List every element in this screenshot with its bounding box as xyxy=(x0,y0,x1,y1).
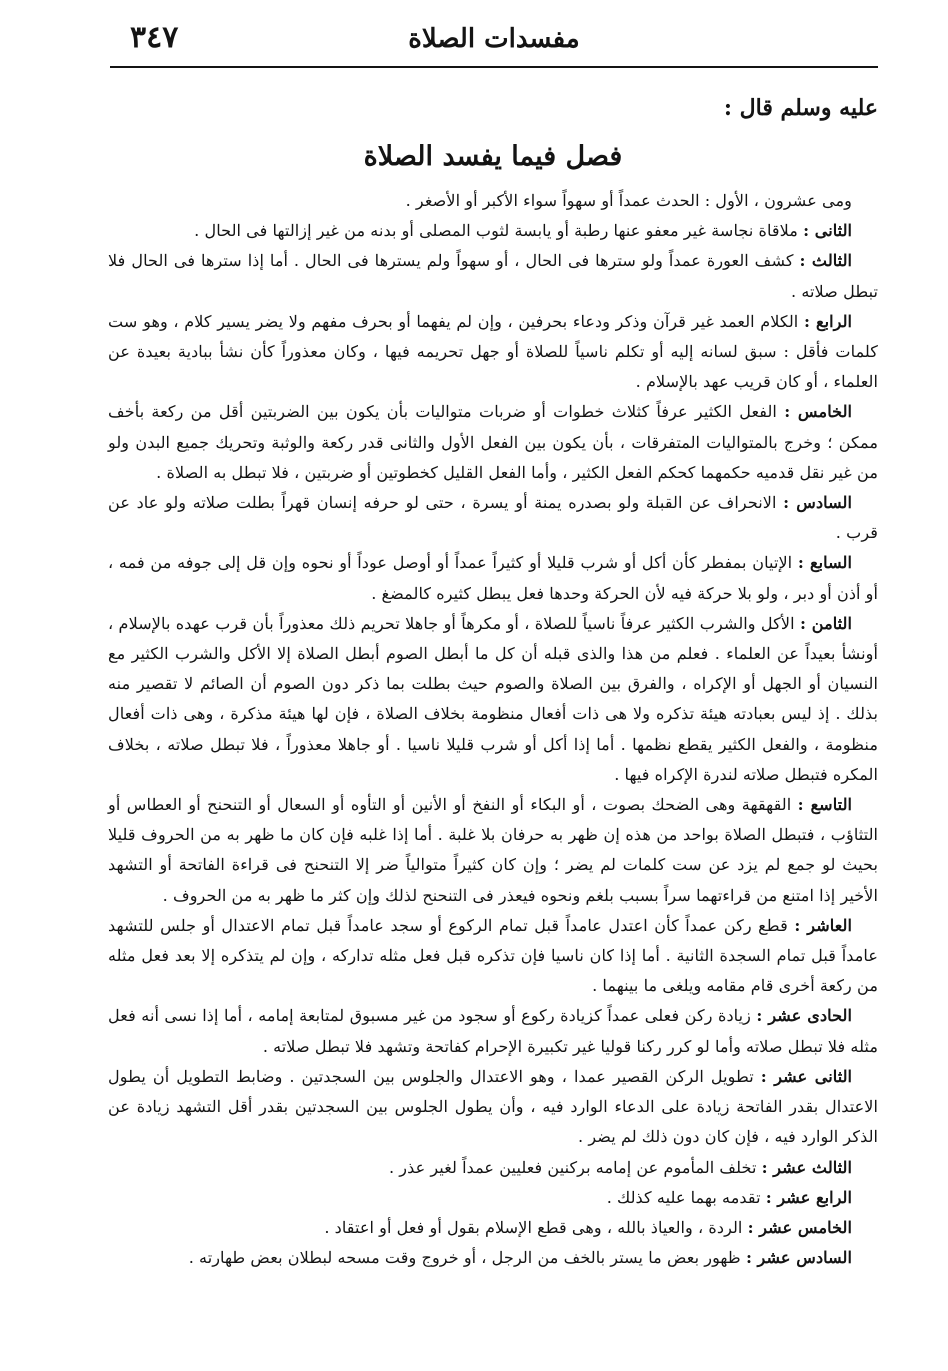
paragraph-text: الكلام العمد غير قرآن وذكر ودعاء بحرفين ، وإن لم يفهما أو بحرف مفهم ولا يضر يسير كلام ، وهو ست كلمات فأقل : سبق لسانه إليه أو تكلم ناسياً للصلاة أو جهل تحريمه فيها ، وكان معذوراً كأن نشأ ببادية بعيدة عن العلماء ، أو كان قريب عهد بالإسلام . xyxy=(108,311,878,392)
paragraph-label: الخامس عشر : xyxy=(747,1217,852,1237)
paragraph xyxy=(108,1062,878,1153)
paragraph-label: السادس عشر : xyxy=(745,1248,852,1268)
page-body xyxy=(108,88,878,1273)
paragraph-text: زيادة ركن فعلى عمداً كزيادة ركوع أو سجود من غير مسبوق لمتابعة إمامه ، أما إذا نسى أنه فعل مثله فلا تبطل صلاته وأما لو كرر ركنا قوليا غير تكبيرة الإحرام كفاتحة وتشهد فلا تبطل صلاته . xyxy=(108,1006,878,1056)
paragraph-text: ظهور بعض ما يستر بالخف من الرجل ، أو خروج وقت مسحه لبطلان بعض طهارته . xyxy=(188,1248,741,1268)
paragraph-text: قطع ركن عمداً كأن اعتدل عامداً قبل تمام الركوع أو سجد عامداً قبل تمام الاعتدال أو جلس للتشهد عامداً قبل تمام السجدة الثانية . أما إذا كان ناسيا فإن تذكره قبل فعل مثله تداركه ، وإن لم يتذكره إلا بعد فعل مثله من ركعة أخرى قام مقامه ويلغى ما بينهما . xyxy=(108,915,878,996)
paragraph xyxy=(108,488,878,548)
paragraph-label: السابع : xyxy=(797,553,852,573)
paragraph-label: الثامن : xyxy=(799,613,852,633)
paragraph xyxy=(108,186,878,216)
paragraph-label: الثالث عشر : xyxy=(761,1157,852,1177)
running-title: مفسدات الصلاة xyxy=(408,24,580,54)
paragraph-text: ملاقاة نجاسة غير معفو عنها رطبة أو يابسة لثوب المصلى أو بدنه من غير إزالتها فى الحال . xyxy=(194,221,798,241)
paragraph-text: القهقهة وهى الضحك بصوت ، أو البكاء أو النفخ أو الأنين أو التأوه أو السعال أو التنحنح أو العطاس أو التثاؤب ، فتبطل الصلاة بواحد من هذه إن ظهر به حرفان بلا غلبة . أما إذا غلبه فإن كان ما ظهر به من الحروف قليلا بحيث لو جمع لم يزد عن ست كلمات لم يضر ؛ وإن كان كثيراً متوالياً ضر إلا التنحنح فى قراءة الفاتحة أو التشهد الأخير إذا امتنع من قراءتهما سراً بسبب بلغم ونحوه فيعذر فى التنحنح لذلك وإن كثر ما ظهر به من الحروف . xyxy=(108,795,878,905)
paragraph-text: تخلف المأموم عن إمامه بركنين فعليين عمداً لغير عذر . xyxy=(388,1157,757,1177)
paragraph-text: الإتيان بمفطر كأن أكل أو شرب قليلا أو كثيراً عمداً أو أوصل عوداً أو نحوه وإن قل إلى جوفه من فمه ، أو أذن أو دبر ، ولو بلا حركة فيه لأن الحركة وحدها فعل يبطل كثيره كالمضغ . xyxy=(108,553,878,603)
paragraph-list xyxy=(108,186,878,1273)
paragraph xyxy=(108,216,878,246)
paragraph-label: الثانى عشر : xyxy=(760,1066,853,1086)
page-header xyxy=(110,14,878,64)
paragraph-label: الخامس : xyxy=(784,402,853,422)
paragraph xyxy=(108,790,878,911)
paragraph-text: الأكل والشرب الكثير عرفاً ناسياً للصلاة ، أو مكرهاً أو جاهلا تحريم ذلك معذوراً بأن قرب عهده بالإسلام ، أونشأ بعيداً عن العلماء . فعلم من هذا والذى قبله أن كل ما أبطل الصوم أبطل الصلاة إلا الأكل والشرب الكثير مع النسيان أو الجهل أو الإكراه ، والفرق بين الصلاة والصوم حيث بطلت بما ذكر دون الصوم أن الصائم لا تقصير منه بذلك . إذ ليس بعبادته هيئة تذكره ولا هى ذات أفعال منظومة بخلاف الصلاة ، فإن لها هيئة مذكرة ، وهى ذات أفعال منظومة ، والفعل الكثير يقطع نظمها . أما إذا أكل أو شرب قليلا ناسيا . أو جاهلا معذوراً ، فلا تبطل صلاته ، بخلاف المكره فتبطل صلاته لندرة الإكراه فيها . xyxy=(108,613,878,784)
paragraph-label: الرابع عشر : xyxy=(765,1187,852,1207)
header-rule xyxy=(110,66,878,68)
paragraph-label: الحادى عشر : xyxy=(756,1006,852,1026)
paragraph xyxy=(108,307,878,398)
paragraph-label: الثانى : xyxy=(803,221,852,241)
paragraph xyxy=(108,1001,878,1061)
paragraph-label: الثالث : xyxy=(799,251,852,271)
paragraph xyxy=(108,246,878,306)
paragraph-text: تقدمه بهما عليه كذلك . xyxy=(606,1187,761,1207)
paragraph xyxy=(108,1213,878,1243)
paragraph-text: كشف العورة عمداً ولو سترها فى الحال ، أو سهواً ولم يسترها فى الحال . أما إذا سترها فى الحال فلا تبطل صلاته . xyxy=(108,251,878,301)
paragraph-text: الفعل الكثير عرفاً كثلاث خطوات أو ضربات متواليات بأن يكون بين الضربتين أقل من ركعة بأخف ممكن ؛ وخرج بالمتواليات المتفرقات ، بأن يكون بين الفعل الأول والثانى قدر ركعة والوثبة وتحريك جميع البدن ولو من غير نقل قدميه حكمهما كحكم الفعل الكثير ، وأما الفعل القليل كخطوتين أو ضربتين ، فلا تبطل به الصلاة . xyxy=(108,402,879,482)
paragraph-label: الرابع : xyxy=(803,311,853,331)
paragraph xyxy=(108,1243,878,1273)
paragraph xyxy=(108,911,878,1002)
paragraph-label: السادس : xyxy=(783,493,852,513)
paragraph xyxy=(108,1153,878,1183)
paragraph-text: الردة ، والعياذ بالله ، وهى قطع الإسلام بقول أو فعل أو اعتقاد . xyxy=(324,1217,743,1237)
paragraph-label: التاسع : xyxy=(797,795,852,815)
paragraph-label: العاشر : xyxy=(794,915,852,935)
paragraph xyxy=(108,609,878,790)
section-title: فصل فيما يفسد الصلاة xyxy=(363,141,623,172)
paragraph xyxy=(108,548,878,608)
continuation-text: عليه وسلم قال : xyxy=(723,95,878,121)
paragraph xyxy=(108,1183,878,1213)
paragraph xyxy=(108,397,878,488)
paragraph-text: الانحراف عن القبلة ولو بصدره يمنة أو يسرة ، حتى لو حرفه إنسان قهراً بطلت صلاته ولو عاد عن قرب . xyxy=(108,493,878,543)
page-number: ٣٤٧ xyxy=(130,20,179,55)
paragraph-text: تطويل الركن القصير عمدا ، وهو الاعتدال والجلوس بين السجدتين . وضابط التطويل أن يطول الاعتدال بقدر الفاتحة زيادة على الدعاء الوارد فيه ، وأن يطول الجلوس بين السجدتين بقدر أقل التشهد زيادة عن الذكر الوارد فيه ، فإن كان دون ذلك لم يضر . xyxy=(108,1066,878,1147)
paragraph-text: ومى عشرون ، الأول : الحدث عمداً أو سهواً سواء الأكبر أو الأصغر . xyxy=(405,191,852,210)
